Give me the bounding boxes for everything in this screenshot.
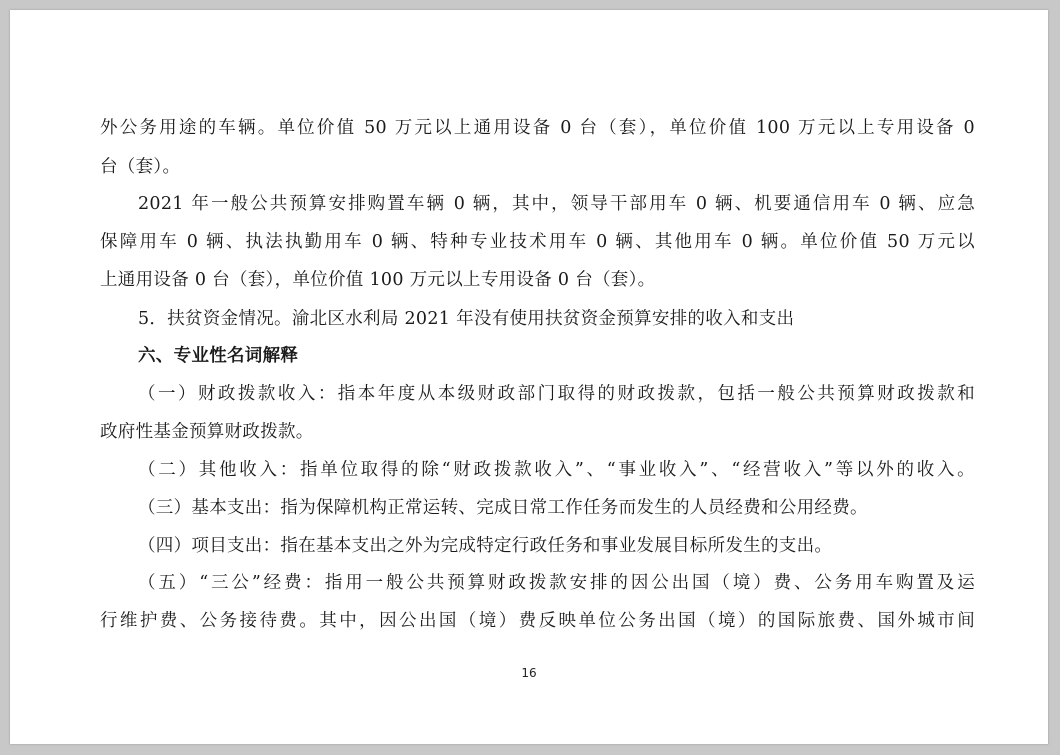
document-page — [10, 10, 1048, 744]
body-text-line: 2021 年一般公共预算安排购置车辆 0 辆，其中，领导干部用车 0 辆、机要通信用车 0 辆、应急 — [138, 194, 975, 214]
page-number: 16 — [521, 666, 537, 680]
body-text-line: （二）其他收入：指单位取得的除“财政拨款收入”、“事业收入”、“经营收入”等以外的收入。 — [138, 460, 975, 480]
body-text-line: （五）“三公”经费：指用一般公共预算财政拨款安排的因公出国（境）费、公务用车购置及运 — [138, 573, 975, 593]
body-text-line: 外公务用途的车辆。单位价值 50 万元以上通用设备 0 台（套），单位价值 100 万元以上专用设备 0 — [100, 118, 975, 138]
body-text-line: （三）基本支出：指为保障机构正常运转、完成日常工作任务而发生的人员经费和公用经费。 — [138, 498, 868, 518]
body-text-line: （一）财政拨款收入：指本年度从本级财政部门取得的财政拨款，包括一般公共预算财政拨款和 — [138, 384, 975, 404]
body-text-line: 5．扶贫资金情况。渝北区水利局 2021 年没有使用扶贫资金预算安排的收入和支出 — [138, 309, 795, 329]
body-text-line: 台（套）。 — [100, 157, 181, 177]
body-text-line: 行维护费、公务接待费。其中，因公出国（境）费反映单位公务出国（境）的国际旅费、国外城市间 — [100, 611, 975, 631]
section-heading: 六、专业性名词解释 — [138, 346, 299, 366]
body-text-line: 保障用车 0 辆、执法执勤用车 0 辆、特种专业技术用车 0 辆、其他用车 0 辆。单位价值 50 万元以 — [100, 232, 975, 252]
body-text-line: 上通用设备 0 台（套），单位价值 100 万元以上专用设备 0 台（套）。 — [100, 270, 656, 290]
body-text-line: 政府性基金预算财政拨款。 — [100, 422, 314, 442]
body-text-line: （四）项目支出：指在基本支出之外为完成特定行政任务和事业发展目标所发生的支出。 — [138, 536, 833, 556]
